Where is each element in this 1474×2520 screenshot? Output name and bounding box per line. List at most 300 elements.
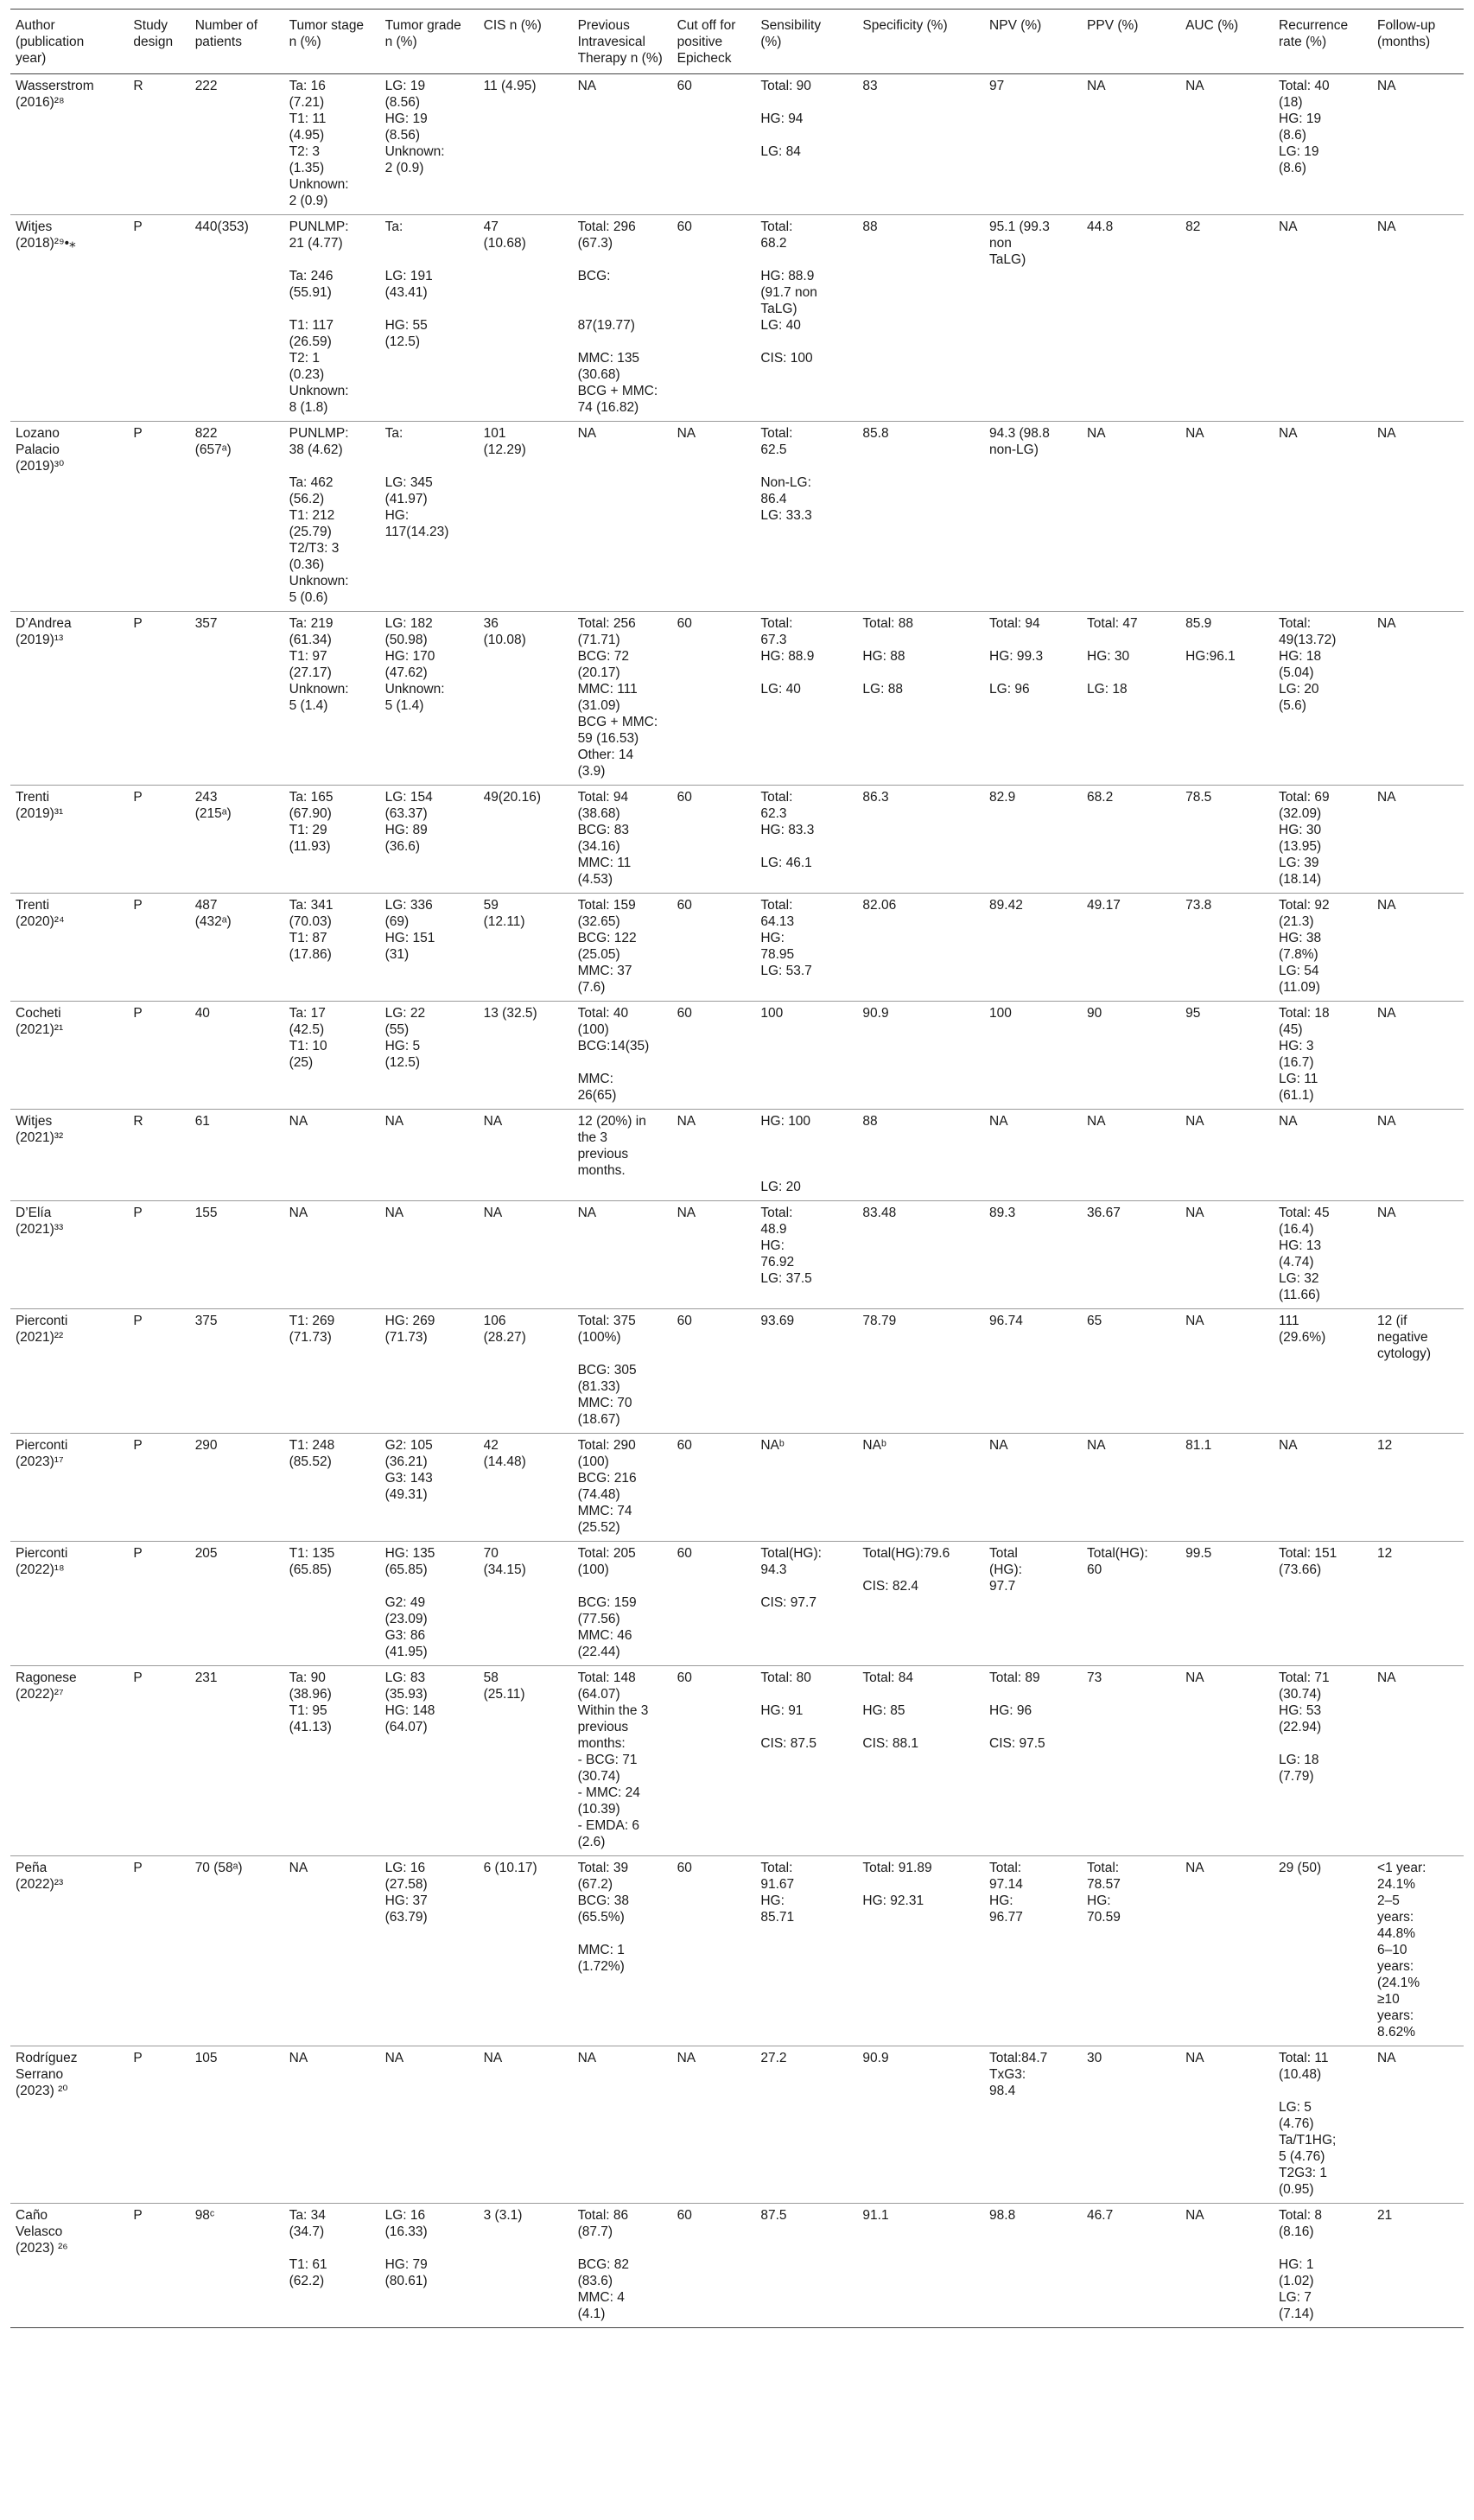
cell-text-line: MMC: 11 <box>577 856 632 870</box>
cell-text-line: 86.4 <box>760 492 787 506</box>
cell-text-line: (10.68) <box>483 236 526 251</box>
previous-therapy-cell <box>573 74 672 215</box>
cell-text-line: Rodríguez <box>16 2051 78 2065</box>
npv-cell <box>984 1002 1082 1110</box>
cell-text-line: Unknown: <box>384 144 445 159</box>
author-cell <box>10 612 128 786</box>
cis-cell <box>479 422 573 612</box>
auc-cell <box>1180 1666 1274 1856</box>
cell-text-line <box>760 838 852 855</box>
cell-text-line: LG: 40 <box>760 682 801 697</box>
cell-text-line: 26(65) <box>577 1088 617 1103</box>
cell-text-line: 2 (0.9) <box>289 194 328 208</box>
cell-text-line: 60 <box>677 79 692 93</box>
author-cell <box>10 2046 128 2204</box>
cell-text-line: (80.61) <box>384 2274 428 2288</box>
cell-text-line: rate (%) <box>1279 35 1327 49</box>
cell-text-line <box>760 251 852 268</box>
author-cell <box>10 1542 128 1666</box>
cell-text-line: NA <box>1185 1670 1204 1685</box>
cell-text-line: Within the 3 <box>577 1703 649 1718</box>
previous-therapy-cell <box>573 1309 672 1434</box>
sensibility-cell <box>755 1309 857 1434</box>
cell-text-line: NA <box>1087 1114 1106 1129</box>
cell-text-line: (HG): <box>989 1562 1022 1577</box>
cell-text-line: (2019)¹³ <box>16 633 64 647</box>
cis-cell <box>479 1434 573 1542</box>
table-row <box>10 1856 1464 2046</box>
cell-text-line: Ragonese <box>16 1670 77 1685</box>
cell-text-line: (36.6) <box>384 839 421 854</box>
cell-text-line: Ta: 341 <box>289 898 334 913</box>
cell-text-line: BCG: 38 <box>577 1893 630 1908</box>
specificity-cell <box>857 422 984 612</box>
cell-text-line <box>385 251 473 268</box>
cell-text-line: 6–10 <box>1377 1943 1407 1957</box>
cell-text-line: HG: 99.3 <box>989 649 1044 664</box>
tumor-stage-cell <box>284 894 380 1002</box>
cell-text-line: HG: 55 <box>384 318 428 333</box>
cell-text-line: HG: <box>760 931 785 945</box>
cell-text-line: Total: 89 <box>989 1670 1040 1685</box>
cell-text-line: 96.77 <box>989 1910 1023 1925</box>
ppv-cell <box>1082 894 1180 1002</box>
follow-up-cell <box>1372 1434 1464 1542</box>
cell-text-line: 62.5 <box>760 442 787 457</box>
cell-text-line: HG: 89 <box>384 823 428 837</box>
author-cell <box>10 1666 128 1856</box>
cell-text-line: patients <box>194 35 242 49</box>
cell-text-line: 82.9 <box>989 790 1016 805</box>
auc-cell <box>1180 894 1274 1002</box>
cell-text-line: P <box>133 2208 143 2223</box>
patients-cell <box>190 1434 284 1542</box>
cell-text-line: 97.14 <box>989 1877 1023 1892</box>
cell-text-line: (2021)²¹ <box>16 1022 64 1037</box>
cell-text-line: 94.3 (98.8 <box>989 426 1050 441</box>
cell-text-line: HG: 30 <box>1087 649 1130 664</box>
cell-text-line: 60 <box>1087 1562 1102 1577</box>
cell-text-line: MMC: 74 <box>577 1504 632 1518</box>
cell-text-line: PUNLMP: <box>289 426 349 441</box>
cell-text-line: LG: 18 <box>1279 1753 1319 1767</box>
cell-text-line: Therapy n (%) <box>577 51 663 66</box>
author-cell <box>10 1110 128 1201</box>
cell-text-line: (4.95) <box>289 128 325 143</box>
cell-text-line: NA <box>1087 1438 1106 1453</box>
cell-text-line: (65.85) <box>384 1562 428 1577</box>
cell-text-line: 2–5 <box>1377 1893 1400 1908</box>
table-header-row <box>10 10 1464 74</box>
cell-text-line: P <box>133 1438 143 1453</box>
cell-text-line <box>989 1719 1077 1735</box>
cell-text-line: (%) <box>760 35 782 49</box>
study-design-cell <box>128 1542 189 1666</box>
cis-cell <box>479 1002 573 1110</box>
table-row <box>10 1201 1464 1309</box>
cell-text-line: NA <box>1377 426 1396 441</box>
cell-text-line <box>1279 2240 1367 2256</box>
cell-text-line: 82 <box>1185 220 1201 234</box>
cell-text-line: (38.68) <box>577 806 620 821</box>
cell-text-line: HG: 96 <box>989 1703 1032 1718</box>
author-cell <box>10 894 128 1002</box>
cell-text-line: T1: 97 <box>289 649 327 664</box>
cell-text-line <box>578 334 667 350</box>
cell-text-line: 97 <box>989 79 1005 93</box>
cell-text-line <box>385 458 473 474</box>
cell-text-line <box>385 1578 473 1594</box>
table-row <box>10 1309 1464 1434</box>
cell-text-line: (56.2) <box>289 492 325 506</box>
cell-text-line: 83 <box>862 79 878 93</box>
cell-text-line <box>385 442 473 458</box>
cell-text-line: Total: 90 <box>760 79 811 93</box>
cell-text-line: (215ᵃ) <box>194 806 232 821</box>
cell-text-line: (26.59) <box>289 334 332 349</box>
previous-therapy-cell <box>573 1666 672 1856</box>
cell-text-line: (16.4) <box>1279 1222 1314 1237</box>
cell-text-line: CIS: 82.4 <box>862 1579 919 1594</box>
cell-text-line: HG: 92.31 <box>862 1893 924 1908</box>
cell-text-line <box>760 1686 852 1702</box>
cell-text-line: NA <box>384 2051 404 2065</box>
cell-text-line: 2 (0.9) <box>384 161 424 175</box>
table-row <box>10 1434 1464 1542</box>
tumor-grade-cell <box>380 1201 479 1309</box>
cell-text-line: 60 <box>677 1006 692 1021</box>
cis-cell <box>479 1309 573 1434</box>
cell-text-line: (67.2) <box>577 1877 613 1892</box>
auc-cell <box>1180 612 1274 786</box>
cell-text-line: (55) <box>384 1022 410 1037</box>
cell-text-line <box>760 665 852 681</box>
header-auc <box>1180 10 1274 74</box>
header-recurrence-rate <box>1274 10 1372 74</box>
cell-text-line: Unknown: <box>289 384 349 398</box>
patients-cell <box>190 74 284 215</box>
cell-text-line: NA <box>1377 2051 1396 2065</box>
auc-cell <box>1180 215 1274 422</box>
cell-text-line: (0.23) <box>289 367 325 382</box>
npv-cell <box>984 1542 1082 1666</box>
cell-text-line: T1: 95 <box>289 1703 327 1718</box>
cell-text-line: Total: <box>760 898 793 913</box>
cell-text-line: years: <box>1377 2008 1414 2023</box>
cell-text-line: (publication <box>16 35 85 49</box>
tumor-stage-cell <box>284 1542 380 1666</box>
cell-text-line: Total: 40 <box>1279 79 1330 93</box>
cell-text-line: 42 <box>483 1438 499 1453</box>
cell-text-line: BCG:14(35) <box>577 1039 650 1053</box>
cell-text-line: AUC (%) <box>1185 18 1239 33</box>
cell-text-line: (32.09) <box>1279 806 1322 821</box>
sensibility-cell <box>755 1856 857 2046</box>
cell-text-line: NA <box>289 2051 308 2065</box>
cell-text-line: NA <box>1087 426 1106 441</box>
cell-text-line: (432ᵃ) <box>194 914 232 929</box>
cell-text-line: Total: <box>760 1206 793 1220</box>
previous-therapy-cell <box>573 894 672 1002</box>
study-design-cell <box>128 422 189 612</box>
cell-text-line <box>862 1876 979 1893</box>
cell-text-line: NA <box>1279 220 1298 234</box>
sensibility-cell <box>755 786 857 894</box>
table-row <box>10 74 1464 215</box>
header-cis <box>479 10 573 74</box>
cell-text-line: 60 <box>677 1438 692 1453</box>
cell-text-line: (81.33) <box>577 1379 620 1394</box>
cell-text-line: HG: <box>760 1893 785 1908</box>
cell-text-line: (13.95) <box>1279 839 1322 854</box>
cell-text-line: NA <box>1185 426 1204 441</box>
cell-text-line: NA <box>1185 1314 1204 1328</box>
table-row <box>10 1542 1464 1666</box>
cell-text-line: Total: 69 <box>1279 790 1330 805</box>
cell-text-line: NA <box>1087 79 1106 93</box>
cis-cell <box>479 74 573 215</box>
cell-text-line: (34.15) <box>483 1562 526 1577</box>
cell-text-line: - BCG: 71 <box>577 1753 638 1767</box>
cell-text-line: NA <box>1377 790 1396 805</box>
cell-text-line <box>289 458 375 474</box>
cell-text-line: (65.85) <box>289 1562 332 1577</box>
cell-text-line: NAᵇ <box>862 1438 886 1453</box>
table-row <box>10 2204 1464 2328</box>
cell-text-line: 98.8 <box>989 2208 1016 2223</box>
sensibility-cell <box>755 1434 857 1542</box>
recurrence-rate-cell <box>1274 74 1372 215</box>
cell-text-line: previous <box>577 1720 629 1734</box>
cell-text-line: (62.2) <box>289 2274 325 2288</box>
cell-text-line: (77.56) <box>577 1612 620 1626</box>
cell-text-line: 21 (4.77) <box>289 236 343 251</box>
cell-text-line: Total: 86 <box>577 2208 629 2223</box>
recurrence-rate-cell <box>1274 2046 1372 2204</box>
cell-text-line: MMC: 135 <box>577 351 640 366</box>
header-previous-therapy <box>573 10 672 74</box>
cell-text-line: NPV (%) <box>989 18 1042 33</box>
cell-text-line: (16.33) <box>384 2224 428 2239</box>
cell-text-line: (20.17) <box>577 665 620 680</box>
cell-text-line: Total(HG): <box>1087 1546 1148 1561</box>
cell-text-line: LG: 22 <box>384 1006 426 1021</box>
cell-text-line: Ta: <box>384 220 403 234</box>
cell-text-line: HG: <box>384 508 410 523</box>
cell-text-line: negative <box>1377 1330 1428 1345</box>
cell-text-line: Witjes <box>16 1114 53 1129</box>
cell-text-line <box>989 665 1077 681</box>
cell-text-line: Study <box>133 18 168 33</box>
cell-text-line: (1.72%) <box>577 1959 625 1974</box>
cell-text-line: (3.9) <box>577 764 606 779</box>
tumor-grade-cell <box>380 74 479 215</box>
tumor-grade-cell <box>380 1856 479 2046</box>
cell-text-line: (100%) <box>577 1330 621 1345</box>
cell-text-line: 83.48 <box>862 1206 897 1220</box>
follow-up-cell <box>1372 1666 1464 1856</box>
tumor-stage-cell <box>284 1434 380 1542</box>
cell-text-line: (71.73) <box>384 1330 428 1345</box>
cell-text-line: Total: 88 <box>862 616 914 631</box>
cell-text-line: P <box>133 1861 143 1875</box>
cutoff-cell <box>672 1542 756 1666</box>
study-design-cell <box>128 215 189 422</box>
cell-text-line: Sensibility <box>760 18 822 33</box>
cell-text-line: (41.97) <box>384 492 428 506</box>
cell-text-line: Total: 80 <box>760 1670 811 1685</box>
cell-text-line: Total: 11 <box>1279 2051 1329 2065</box>
cell-text-line: NA <box>289 1114 308 1129</box>
author-cell <box>10 2204 128 2328</box>
follow-up-cell <box>1372 786 1464 894</box>
cell-text-line: Total: 256 <box>577 616 636 631</box>
cell-text-line: 101 <box>483 426 506 441</box>
npv-cell <box>984 786 1082 894</box>
cell-text-line: Total: 94 <box>577 790 629 805</box>
patients-cell <box>190 1856 284 2046</box>
cell-text-line: (8.6) <box>1279 161 1306 175</box>
cell-text-line: n (%) <box>384 35 417 49</box>
cell-text-line: (21.3) <box>1279 914 1314 929</box>
cell-text-line: 78.79 <box>862 1314 897 1328</box>
cell-text-line: 38 (4.62) <box>289 442 343 457</box>
cell-text-line: G3: 143 <box>384 1471 433 1486</box>
cell-text-line: HG: 151 <box>384 931 435 945</box>
previous-therapy-cell <box>573 1434 672 1542</box>
cell-text-line: (87.7) <box>577 2224 613 2239</box>
cell-text-line: NA <box>1377 898 1396 913</box>
cutoff-cell <box>672 215 756 422</box>
cell-text-line: P <box>133 1006 143 1021</box>
header-study-design <box>128 10 189 74</box>
cell-text-line: Unknown: <box>289 574 349 589</box>
cell-text-line: CIS: 88.1 <box>862 1736 919 1751</box>
cell-text-line: (2021)³³ <box>16 1222 64 1237</box>
follow-up-cell <box>1372 215 1464 422</box>
cell-text-line: Pierconti <box>16 1438 68 1453</box>
cell-text-line: NA <box>1377 616 1396 631</box>
cell-text-line: 94.3 <box>760 1562 787 1577</box>
specificity-cell <box>857 215 984 422</box>
patients-cell <box>190 2046 284 2204</box>
cell-text-line: (31.09) <box>577 698 620 713</box>
follow-up-cell <box>1372 612 1464 786</box>
cell-text-line: Unknown: <box>384 682 445 697</box>
cell-text-line: Unknown: <box>289 177 349 192</box>
cell-text-line: G2: 105 <box>384 1438 433 1453</box>
follow-up-cell <box>1372 2204 1464 2328</box>
cell-text-line: 36 <box>483 616 499 631</box>
previous-therapy-cell <box>573 2204 672 2328</box>
sensibility-cell <box>755 612 857 786</box>
cell-text-line: 440(353) <box>194 220 249 234</box>
cell-text-line: T1: 212 <box>289 508 335 523</box>
header-follow-up <box>1372 10 1464 74</box>
cell-text-line: T1: 87 <box>289 931 327 945</box>
cell-text-line: (36.21) <box>384 1454 428 1469</box>
cell-text-line: 87(19.77) <box>577 318 635 333</box>
sensibility-cell <box>755 1542 857 1666</box>
cell-text-line: 60 <box>677 1670 692 1685</box>
npv-cell <box>984 1110 1082 1201</box>
cutoff-cell <box>672 1110 756 1201</box>
cell-text-line: Total: 71 <box>1279 1670 1330 1685</box>
cell-text-line: positive <box>677 35 723 49</box>
cell-text-line: D’Andrea <box>16 616 72 631</box>
cell-text-line: NA <box>989 1438 1008 1453</box>
cell-text-line: design <box>133 35 174 49</box>
cis-cell <box>479 1542 573 1666</box>
previous-therapy-cell <box>573 1542 672 1666</box>
patients-cell <box>190 612 284 786</box>
cell-text-line: (2023)¹⁷ <box>16 1454 64 1469</box>
cell-text-line: (2016)²⁸ <box>16 95 65 110</box>
cell-text-line: LG: 32 <box>1279 1271 1319 1286</box>
cell-text-line: T1: 117 <box>289 318 334 333</box>
cell-text-line: 11 (4.95) <box>483 79 537 93</box>
cell-text-line: 243 <box>194 790 218 805</box>
specificity-cell <box>857 1542 984 1666</box>
cell-text-line: 13 (32.5) <box>483 1006 537 1021</box>
tumor-stage-cell <box>284 1309 380 1434</box>
author-cell <box>10 422 128 612</box>
cell-text-line: NA <box>1279 426 1298 441</box>
cell-text-line: BCG: 122 <box>577 931 637 945</box>
study-design-cell <box>128 74 189 215</box>
tumor-grade-cell <box>380 1666 479 1856</box>
patients-cell <box>190 1201 284 1309</box>
cell-text-line: 60 <box>677 616 692 631</box>
cell-text-line: Total: 8 <box>1279 2208 1322 2223</box>
cell-text-line: (2023) ²⁰ <box>16 2084 68 2098</box>
follow-up-cell <box>1372 894 1464 1002</box>
cell-text-line: Total: 296 <box>577 220 636 234</box>
cell-text-line: Total: 151 <box>1279 1546 1337 1561</box>
cell-text-line: Pierconti <box>16 1546 68 1561</box>
cell-text-line: (18.14) <box>1279 872 1322 887</box>
cell-text-line: Lozano <box>16 426 60 441</box>
cell-text-line: Ta: 34 <box>289 2208 326 2223</box>
cell-text-line: (0.95) <box>1279 2182 1314 2197</box>
cell-text-line: (38.96) <box>289 1687 332 1702</box>
npv-cell <box>984 1666 1082 1856</box>
cell-text-line: BCG: 305 <box>577 1363 637 1378</box>
cell-text-line: (63.37) <box>384 806 428 821</box>
cell-text-line <box>385 301 473 317</box>
cutoff-cell <box>672 74 756 215</box>
cell-text-line: 222 <box>194 79 218 93</box>
recurrence-rate-cell <box>1274 786 1372 894</box>
cell-text-line: (91.7 non <box>760 285 817 300</box>
cell-text-line: (7.79) <box>1279 1769 1314 1784</box>
cell-text-line <box>760 1146 852 1162</box>
cell-text-line: (31) <box>384 947 410 962</box>
recurrence-rate-cell <box>1274 1110 1372 1201</box>
cell-text-line: 106 <box>483 1314 506 1328</box>
cell-text-line: (8.56) <box>384 128 421 143</box>
cell-text-line: Total: <box>760 790 793 805</box>
cell-text-line: CIS: 97.5 <box>989 1736 1045 1751</box>
cell-text-line: 85.71 <box>760 1910 795 1925</box>
cell-text-line: NA <box>289 1206 308 1220</box>
cell-text-line: Velasco <box>16 2224 63 2239</box>
cell-text-line: (42.5) <box>289 1022 325 1037</box>
cell-text-line <box>760 1719 852 1735</box>
cell-text-line: Unknown: <box>289 682 349 697</box>
tumor-grade-cell <box>380 422 479 612</box>
cis-cell <box>479 1110 573 1201</box>
